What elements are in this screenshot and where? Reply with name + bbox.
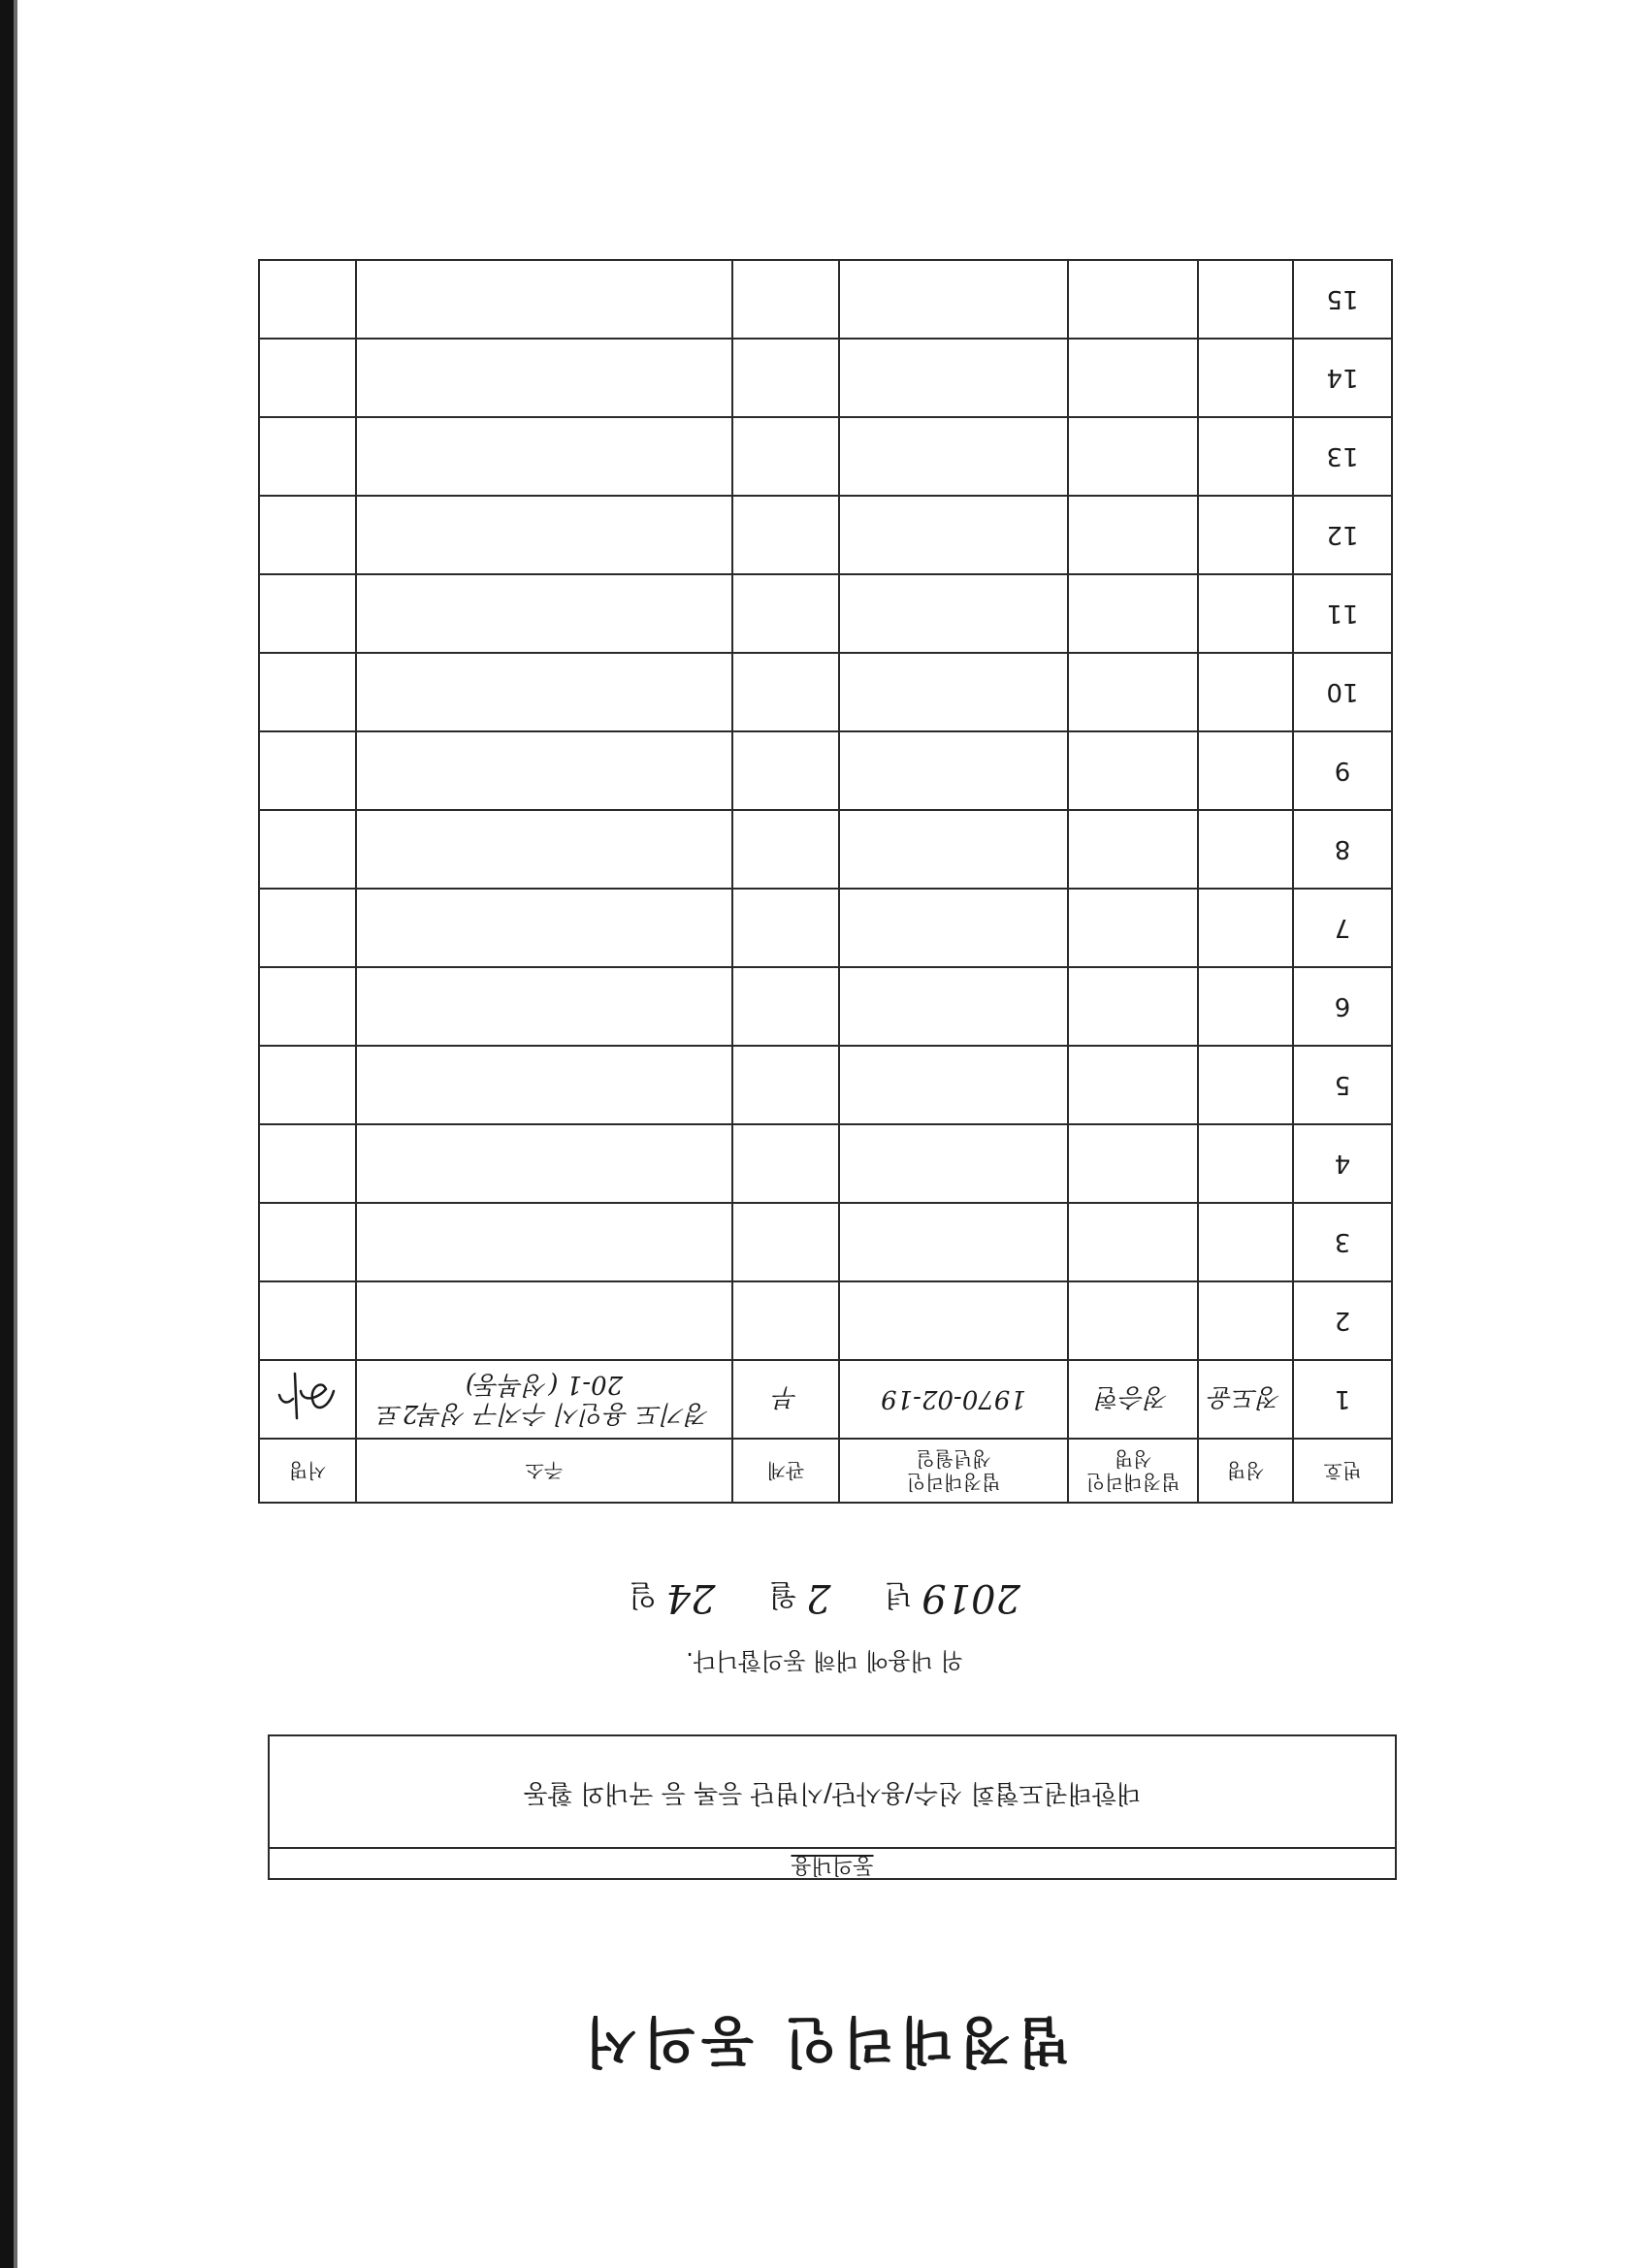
date-line	[0, 1575, 1649, 1620]
table-row	[259, 653, 1392, 731]
cell-guardian-birth	[839, 260, 1068, 339]
cell-guardian-name: 정승현	[1068, 1360, 1198, 1439]
cell-no: 12	[1293, 496, 1392, 574]
cell-guardian-name	[1068, 260, 1198, 339]
cell-guardian-name	[1068, 889, 1198, 967]
date-year-unit: 년	[884, 1577, 913, 1611]
cell-no: 14	[1293, 339, 1392, 417]
cell-no: 2	[1293, 1281, 1392, 1360]
cell-relation	[732, 1203, 839, 1281]
table-row	[259, 810, 1392, 889]
cell-signature	[259, 731, 356, 810]
header-address: 주소	[356, 1439, 732, 1503]
cell-relation	[732, 417, 839, 496]
cell-relation	[732, 339, 839, 417]
cell-relation	[732, 967, 839, 1046]
agree-sentence: 위 내용에 대해 동의합니다.	[686, 1647, 963, 1674]
header-signature: 서명	[259, 1439, 356, 1503]
cell-name	[1198, 889, 1293, 967]
cell-no: 8	[1293, 810, 1392, 889]
table-header-row	[259, 1439, 1392, 1503]
cell-guardian-name	[1068, 810, 1198, 889]
table-row	[259, 1046, 1392, 1124]
table-row	[259, 731, 1392, 810]
cell-guardian-birth	[839, 574, 1068, 653]
cell-name	[1198, 653, 1293, 731]
cell-relation	[732, 1281, 839, 1360]
cell-guardian-name	[1068, 653, 1198, 731]
table-row	[259, 574, 1392, 653]
cell-name	[1198, 496, 1293, 574]
cell-signature	[259, 1124, 356, 1203]
cell-relation	[732, 496, 839, 574]
table-row	[259, 417, 1392, 496]
cell-guardian-birth	[839, 967, 1068, 1046]
header-guardian-birth	[839, 1439, 1068, 1503]
cell-name	[1198, 1203, 1293, 1281]
cell-address	[356, 260, 732, 339]
cell-no: 4	[1293, 1124, 1392, 1203]
table-row	[259, 260, 1392, 339]
cell-guardian-birth	[839, 1203, 1068, 1281]
table-row	[259, 1281, 1392, 1360]
cell-guardian-birth	[839, 889, 1068, 967]
cell-signature	[259, 339, 356, 417]
cell-name	[1198, 1281, 1293, 1360]
cell-name	[1198, 810, 1293, 889]
cell-guardian-name	[1068, 731, 1198, 810]
table-row	[259, 339, 1392, 417]
header-guardian-name-text: 법정대리인 성명	[1085, 1447, 1180, 1494]
cell-address	[356, 1281, 732, 1360]
header-guardian-birth-text: 법정대리인 생년월일	[906, 1447, 1001, 1494]
cell-guardian-birth: 1970-02-19	[839, 1360, 1068, 1439]
cell-guardian-name	[1068, 1281, 1198, 1360]
cell-no: 13	[1293, 417, 1392, 496]
cell-signature	[259, 1281, 356, 1360]
table-row	[259, 967, 1392, 1046]
cell-no: 6	[1293, 967, 1392, 1046]
header-no: 번호	[1293, 1439, 1392, 1503]
cell-name	[1198, 574, 1293, 653]
cell-guardian-name	[1068, 967, 1198, 1046]
cell-relation	[732, 574, 839, 653]
cell-signature	[259, 810, 356, 889]
page-title: 법정대리인 동의서	[578, 2009, 1071, 2072]
cell-no: 3	[1293, 1203, 1392, 1281]
cell-address	[356, 1046, 732, 1124]
cell-name: 정도윤	[1198, 1360, 1293, 1439]
table-row	[259, 1124, 1392, 1203]
date-month-unit: 월	[768, 1577, 797, 1611]
cell-guardian-name	[1068, 417, 1198, 496]
date-year: 2019	[922, 1575, 1020, 1620]
cell-guardian-birth	[839, 653, 1068, 731]
cell-guardian-name	[1068, 1203, 1198, 1281]
cell-signature	[259, 496, 356, 574]
handwritten-signature	[274, 1371, 341, 1429]
cell-guardian-birth	[839, 417, 1068, 496]
cell-name	[1198, 1046, 1293, 1124]
cell-relation	[732, 731, 839, 810]
cell-name	[1198, 339, 1293, 417]
cell-signature	[259, 1046, 356, 1124]
table-row	[259, 496, 1392, 574]
cell-relation	[732, 1046, 839, 1124]
cell-address	[356, 1203, 732, 1281]
cell-no: 9	[1293, 731, 1392, 810]
cell-address	[356, 889, 732, 967]
date-day: 24	[665, 1575, 716, 1620]
guardian-table	[258, 259, 1393, 1504]
cell-relation	[732, 1124, 839, 1203]
cell-guardian-birth	[839, 731, 1068, 810]
cell-signature	[259, 889, 356, 967]
cell-name	[1198, 260, 1293, 339]
cell-guardian-name	[1068, 1124, 1198, 1203]
cell-address	[356, 810, 732, 889]
consent-header-label: 동의내용	[791, 1853, 874, 1877]
cell-name	[1198, 1124, 1293, 1203]
table-row	[259, 889, 1392, 967]
cell-guardian-birth	[839, 1124, 1068, 1203]
cell-name	[1198, 417, 1293, 496]
cell-relation	[732, 653, 839, 731]
cell-signature	[259, 967, 356, 1046]
cell-guardian-birth	[839, 1281, 1068, 1360]
consent-text: 대한태권도협회 선수/용사단/시범단 등록 등 국내외 활동	[523, 1778, 1142, 1807]
cell-relation	[732, 810, 839, 889]
cell-address	[356, 967, 732, 1046]
cell-address	[356, 496, 732, 574]
cell-guardian-name	[1068, 496, 1198, 574]
cell-address	[356, 417, 732, 496]
cell-address	[356, 653, 732, 731]
header-relation: 관계	[732, 1439, 839, 1503]
cell-signature	[259, 1203, 356, 1281]
cell-no: 5	[1293, 1046, 1392, 1124]
cell-relation	[732, 889, 839, 967]
table-row	[259, 1203, 1392, 1281]
cell-name	[1198, 731, 1293, 810]
cell-signature	[259, 1360, 356, 1439]
cell-signature	[259, 653, 356, 731]
consent-box	[268, 1734, 1397, 1880]
cell-guardian-birth	[839, 339, 1068, 417]
header-name: 성명	[1198, 1439, 1293, 1503]
cell-no: 11	[1293, 574, 1392, 653]
cell-guardian-birth	[839, 810, 1068, 889]
cell-signature	[259, 417, 356, 496]
table-row	[259, 1360, 1392, 1439]
cell-no: 10	[1293, 653, 1392, 731]
cell-guardian-name	[1068, 1046, 1198, 1124]
cell-no: 15	[1293, 260, 1392, 339]
date-day-unit: 일	[629, 1577, 658, 1611]
cell-address	[356, 731, 732, 810]
cell-address	[356, 339, 732, 417]
cell-signature	[259, 574, 356, 653]
cell-no: 7	[1293, 889, 1392, 967]
cell-address	[356, 574, 732, 653]
header-guardian-name	[1068, 1439, 1198, 1503]
table-body	[259, 260, 1392, 1439]
cell-no: 1	[1293, 1360, 1392, 1439]
consent-header	[270, 1847, 1395, 1878]
cell-address: 경기도 용인시 수지구 성복2로 20-1 (성복동)	[356, 1360, 732, 1439]
date-month: 2	[806, 1575, 831, 1620]
cell-address	[356, 1124, 732, 1203]
cell-name	[1198, 967, 1293, 1046]
cell-guardian-birth	[839, 1046, 1068, 1124]
cell-relation	[732, 260, 839, 339]
cell-guardian-name	[1068, 339, 1198, 417]
cell-relation: 부	[732, 1360, 839, 1439]
cell-guardian-name	[1068, 574, 1198, 653]
cell-signature	[259, 260, 356, 339]
cell-guardian-birth	[839, 496, 1068, 574]
